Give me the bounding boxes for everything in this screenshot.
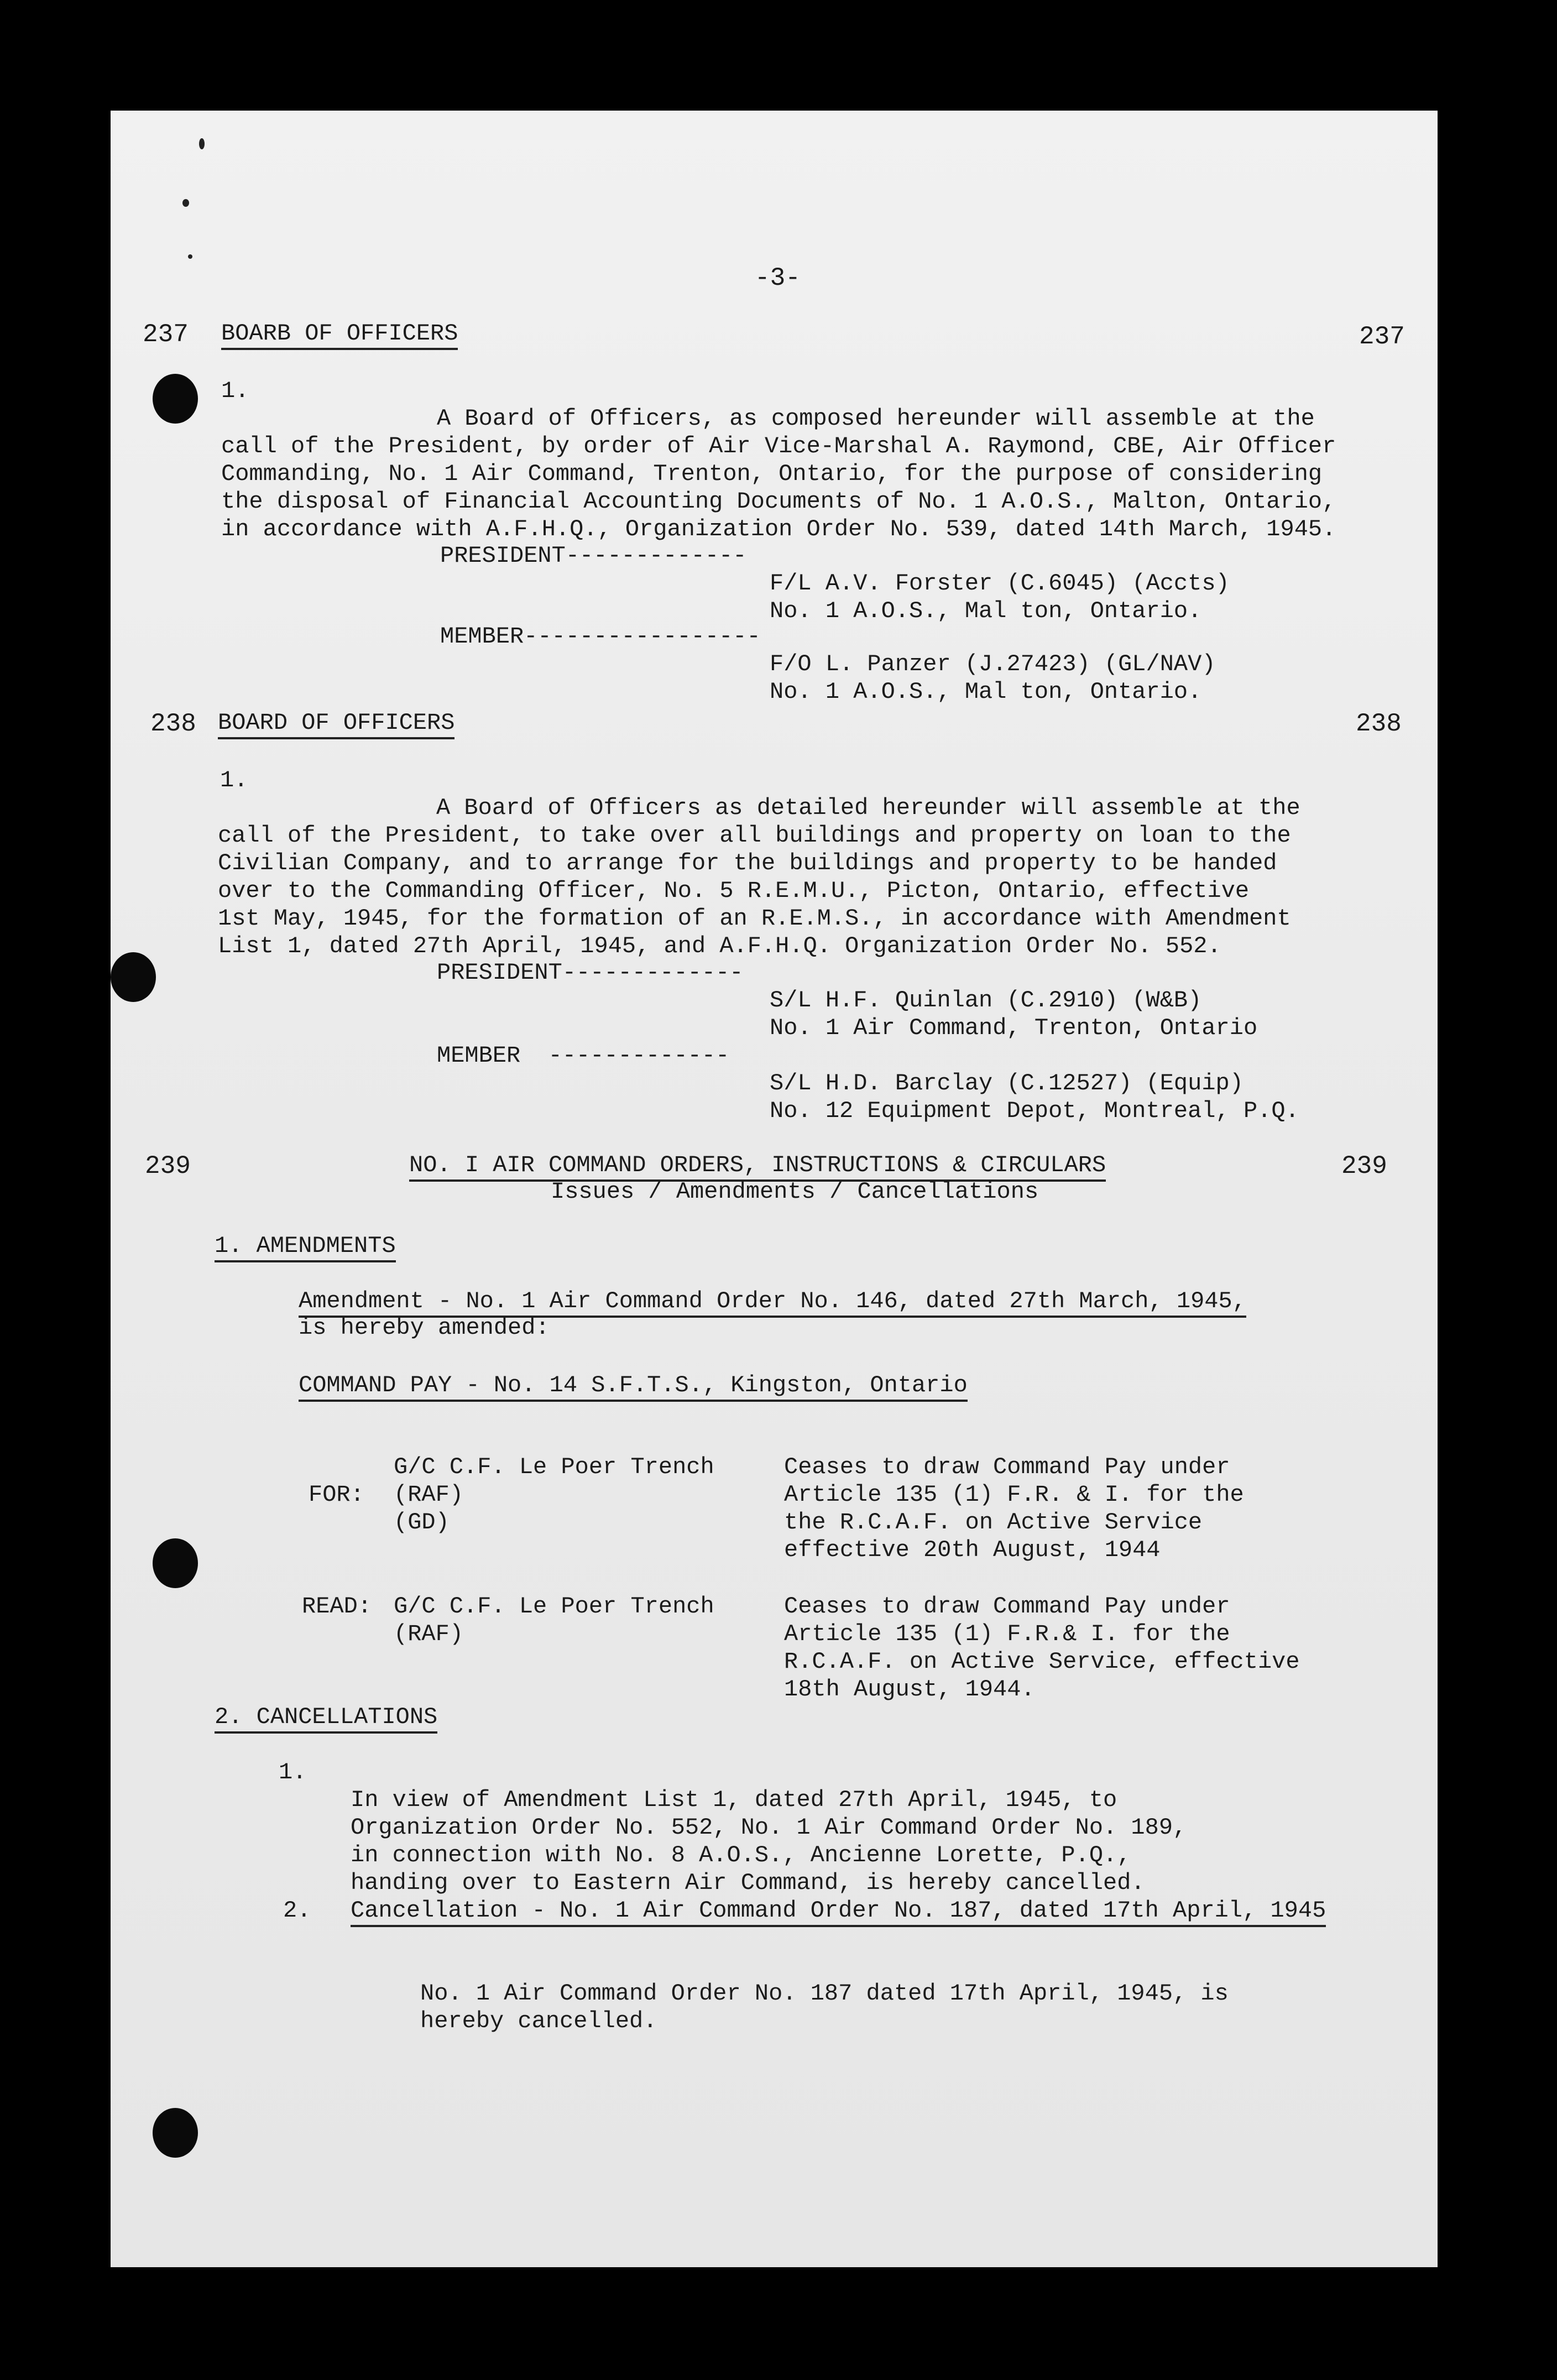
president-label: PRESIDENT------------- (440, 542, 747, 569)
heading-text: BOARD OF OFFICERS (218, 709, 454, 739)
paragraph-line: 1st May, 1945, for the formation of an R.E.M.S., in accordance with Amendment (218, 905, 1291, 932)
text-line: Article 135 (1) F.R.& I. for the (784, 1621, 1230, 1647)
cancellation-number: 2. (283, 1897, 311, 1924)
paragraph-line: over to the Commanding Officer, No. 5 R.E.M.U., Picton, Ontario, effective (218, 878, 1250, 904)
read-label: READ: (302, 1593, 372, 1620)
section-number-right: 237 (1359, 322, 1405, 351)
cancellation-number: 1. (279, 1759, 307, 1786)
detail-line: No. 1 Air Command, Trenton, Ontario (770, 1015, 1258, 1041)
name-line: (RAF) (394, 1481, 464, 1508)
for-name (394, 1426, 714, 1564)
paragraph-line: in accordance with A.F.H.Q., Organization Order No. 539, dated 14th March, 1945. (221, 516, 1336, 542)
speck (188, 254, 192, 259)
cancellation-title-text: Cancellation - No. 1 Air Command Order No. 187, dated 17th April, 1945 (351, 1897, 1326, 1927)
section-number-left: 237 (143, 320, 189, 349)
section-number-left: 239 (145, 1152, 191, 1181)
command-pay-text: COMMAND PAY - No. 14 S.F.T.S., Kingston, Ontario (299, 1372, 968, 1402)
text-line: hereby cancelled. (420, 2008, 657, 2034)
paragraph-line: call of the President, to take over all buildings and property on loan to the (218, 822, 1291, 849)
amendment-line (299, 1287, 1246, 1315)
section-heading (218, 709, 454, 737)
detail-line: S/L H.D. Barclay (C.12527) (Equip) (770, 1070, 1243, 1097)
detail-line: F/L A.V. Forster (C.6045) (Accts) (770, 570, 1230, 597)
text-line: 18th August, 1944. (784, 1676, 1035, 1703)
section-number-left: 238 (150, 709, 196, 738)
text-line: Article 135 (1) F.R. & I. for the (784, 1481, 1244, 1508)
paragraph-line: List 1, dated 27th April, 1945, and A.F.H.Q. Organization Order No. 552. (218, 933, 1221, 959)
detail-line: F/O L. Panzer (J.27423) (GL/NAV) (770, 651, 1216, 677)
text-line: effective 20th August, 1944 (784, 1537, 1161, 1563)
paragraph-number: 1. (220, 767, 248, 794)
section-heading (409, 1151, 1106, 1179)
detail-line: No. 12 Equipment Depot, Montreal, P.Q. (770, 1098, 1299, 1124)
page-number: -3- (755, 264, 801, 293)
detail-line: S/L H.F. Quinlan (C.2910) (W&B) (770, 987, 1202, 1014)
text-line: the R.C.A.F. on Active Service (784, 1509, 1203, 1536)
name-line: G/C C.F. Le Poer Trench (394, 1593, 714, 1620)
read-name (394, 1565, 714, 1676)
heading-text: NO. I AIR COMMAND ORDERS, INSTRUCTIONS & CIRCULARS (409, 1152, 1106, 1182)
paragraph-line: Commanding, No. 1 Air Command, Trenton, Ontario, for the purpose of considering (221, 461, 1323, 487)
text-line: Ceases to draw Command Pay under (784, 1593, 1230, 1620)
speck (199, 138, 205, 149)
text-line: R.C.A.F. on Active Service, effective (784, 1648, 1300, 1675)
member-label: MEMBER ------------- (437, 1042, 730, 1069)
paragraph-line: call of the President, by order of Air Vice-Marshal A. Raymond, CBE, Air Officer (221, 433, 1336, 460)
text-line: handing over to Eastern Air Command, is hereby cancelled. (351, 1870, 1145, 1896)
paragraph-line: Civilian Company, and to arrange for the buildings and property to be handed (218, 850, 1277, 876)
text-line: Organization Order No. 552, No. 1 Air Command Order No. 189, (351, 1814, 1187, 1841)
name-line: (RAF) (394, 1621, 464, 1647)
text-line: Ceases to draw Command Pay under (784, 1454, 1230, 1480)
section-number-right: 239 (1341, 1152, 1387, 1181)
text-line: In view of Amendment List 1, dated 27th April, 1945, to (351, 1787, 1117, 1813)
amendments-title (215, 1232, 396, 1260)
binder-hole (153, 374, 198, 424)
name-line: G/C C.F. Le Poer Trench (394, 1454, 714, 1480)
binder-hole (111, 952, 156, 1002)
paragraph-text (218, 766, 1300, 988)
amendment-line-text: Amendment - No. 1 Air Command Order No. 146, dated 27th March, 1945, (299, 1288, 1246, 1318)
cancellations-title-text: 2. CANCELLATIONS (215, 1704, 437, 1734)
member-details (770, 1042, 1299, 1152)
member-details (770, 623, 1216, 733)
section-subheading: Issues / Amendments / Cancellations (551, 1178, 1039, 1205)
section-heading (221, 320, 458, 347)
detail-line: No. 1 A.O.S., Mal ton, Ontario. (770, 678, 1202, 705)
detail-line: No. 1 A.O.S., Mal ton, Ontario. (770, 598, 1202, 624)
text-line: in connection with No. 8 A.O.S., Ancienne Lorette, P.Q., (351, 1842, 1131, 1868)
name-line: (GD) (394, 1509, 450, 1536)
president-label: PRESIDENT------------- (437, 959, 744, 986)
cancellation-text (420, 1952, 1229, 2063)
binder-hole (153, 1538, 198, 1588)
read-text (784, 1565, 1300, 1731)
amendments-title-text: 1. AMENDMENTS (215, 1233, 396, 1262)
heading-text: BOARB OF OFFICERS (221, 320, 458, 350)
member-label: MEMBER----------------- (440, 623, 761, 650)
paragraph-number: 1. (221, 378, 249, 404)
binder-hole (153, 2108, 198, 2158)
paragraph-line: A Board of Officers, as composed hereunder will assemble at the (437, 405, 1315, 432)
section-number-right: 238 (1356, 709, 1402, 738)
amendment-line: is hereby amended: (299, 1314, 550, 1341)
for-label: FOR: (309, 1481, 364, 1508)
paragraph-line: the disposal of Financial Accounting Documents of No. 1 A.O.S., Malton, Ontario, (221, 488, 1336, 515)
paragraph-line: A Board of Officers as detailed hereunder will assemble at the (436, 795, 1300, 821)
command-pay-heading (299, 1371, 968, 1399)
speck (182, 199, 189, 207)
text-line: No. 1 Air Command Order No. 187 dated 17th April, 1945, is (420, 1980, 1229, 2007)
cancellations-title (215, 1703, 437, 1731)
cancellation-title (351, 1897, 1326, 1924)
